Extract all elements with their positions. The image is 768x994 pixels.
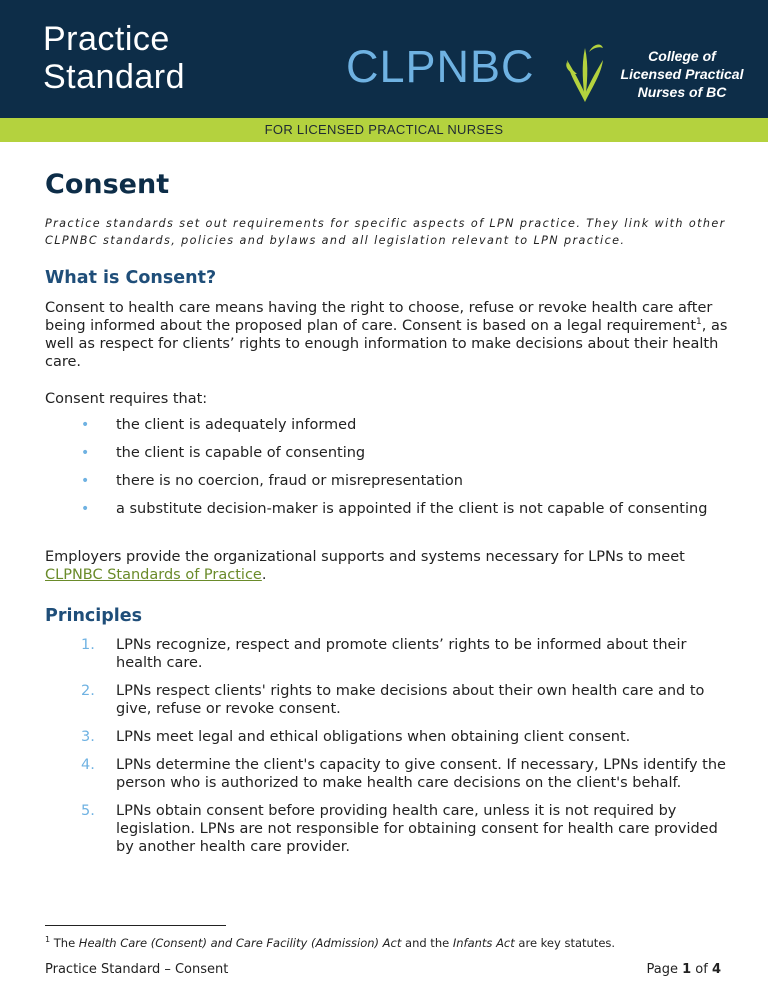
intro-text: Practice standards set out requirements for specific aspects of LPN practice. They link with other CLPNBC standards, policies and bylaws and all legislation relevant to LPN practice. (45, 217, 726, 247)
footnote (45, 933, 615, 950)
org-name (617, 47, 747, 101)
principles-list (45, 636, 735, 866)
footnote-ref[interactable]: 1 (696, 317, 702, 328)
principle-item (45, 682, 735, 718)
bullet-icon: • (81, 501, 90, 517)
consent-definition (45, 299, 735, 371)
page-total: 4 (711, 962, 721, 977)
footnote-the: The (53, 935, 76, 950)
audience-label: FOR LICENSED PRACTICAL NURSES (264, 122, 504, 137)
principle-item (45, 756, 735, 792)
footnote-and-the: and the (405, 935, 450, 950)
footnote-act2: Infants Act (452, 935, 515, 950)
employers-text-b: . (261, 567, 267, 583)
list-item-text: a substitute decision-maker is appointed if the client is not capable of consenting (116, 501, 708, 517)
consent-requires-text: Consent requires that: (45, 391, 208, 407)
footnote-act1: Health Care (Consent) and Care Facility (Admission) Act (78, 935, 402, 950)
banner-title (43, 20, 185, 96)
audience-bar (0, 118, 768, 142)
principle-item (45, 728, 735, 746)
page-of: of (695, 962, 708, 977)
header-banner (0, 0, 768, 118)
page-number (646, 962, 721, 978)
principle-number: 1. (81, 637, 95, 653)
employers-text (45, 548, 735, 584)
list-item-text: the client is capable of consenting (116, 445, 366, 461)
employers-text-a: Employers provide the organizational supports and systems necessary for LPNs to meet (45, 549, 685, 565)
principle-item (45, 802, 735, 856)
list-item (45, 472, 735, 490)
consent-definition-text-a: Consent to health care means having the right to choose, refuse or revoke health care after being informed about the proposed plan of care. Consent is based on a legal requirement (45, 300, 713, 334)
principle-text: LPNs meet legal and ethical obligations when obtaining client consent. (116, 729, 631, 745)
clpnbc-logo-text: CLPNBC (346, 41, 535, 92)
footer-doc-title: Practice Standard – Consent (45, 962, 229, 977)
footnote-tail: are key statutes. (518, 935, 616, 950)
list-item (45, 444, 735, 462)
banner-title-line1: Practice (43, 20, 170, 58)
page-word: Page (646, 962, 678, 977)
list-item-text: the client is adequately informed (116, 417, 357, 433)
org-name-line1: College of (648, 48, 716, 64)
banner-title-line2: Standard (43, 58, 185, 96)
footnote-number: 1 (45, 935, 51, 944)
page-title: Consent (45, 169, 170, 200)
consent-requirements-list (45, 416, 735, 528)
org-name-line2: Licensed Practical (620, 66, 744, 82)
principle-number: 3. (81, 729, 95, 745)
principle-text: LPNs determine the client's capacity to give consent. If necessary, LPNs identify the person who is authorized to make health care decisions on the client's behalf. (116, 757, 726, 791)
principle-number: 5. (81, 803, 95, 819)
principle-text: LPNs recognize, respect and promote clients’ rights to be informed about their health care. (116, 637, 687, 671)
consent-definition-text-b: , as well as respect for clients’ rights to enough information to make decisions about their health care. (45, 318, 728, 370)
bullet-icon: • (81, 417, 90, 433)
principle-number: 4. (81, 757, 95, 773)
principles-heading: Principles (45, 606, 143, 626)
principle-number: 2. (81, 683, 95, 699)
standards-of-practice-link[interactable]: CLPNBC Standards of Practice (45, 567, 262, 583)
principle-text: LPNs obtain consent before providing health care, unless it is not required by legislation. LPNs are not responsible for obtaining consent for health care provided by another health care provider. (116, 803, 718, 855)
org-name-line3: Nurses of BC (637, 84, 727, 100)
leaf-logo-icon (563, 40, 607, 104)
footnote-divider (45, 925, 226, 926)
page-current: 1 (682, 962, 692, 977)
list-item (45, 416, 735, 434)
principle-item (45, 636, 735, 672)
what-is-consent-heading: What is Consent? (45, 268, 217, 288)
bullet-icon: • (81, 473, 90, 489)
principle-text: LPNs respect clients' rights to make decisions about their own health care and to give, refuse or revoke consent. (116, 683, 705, 717)
list-item-text: there is no coercion, fraud or misrepresentation (116, 473, 463, 489)
bullet-icon: • (81, 445, 90, 461)
list-item (45, 500, 735, 518)
